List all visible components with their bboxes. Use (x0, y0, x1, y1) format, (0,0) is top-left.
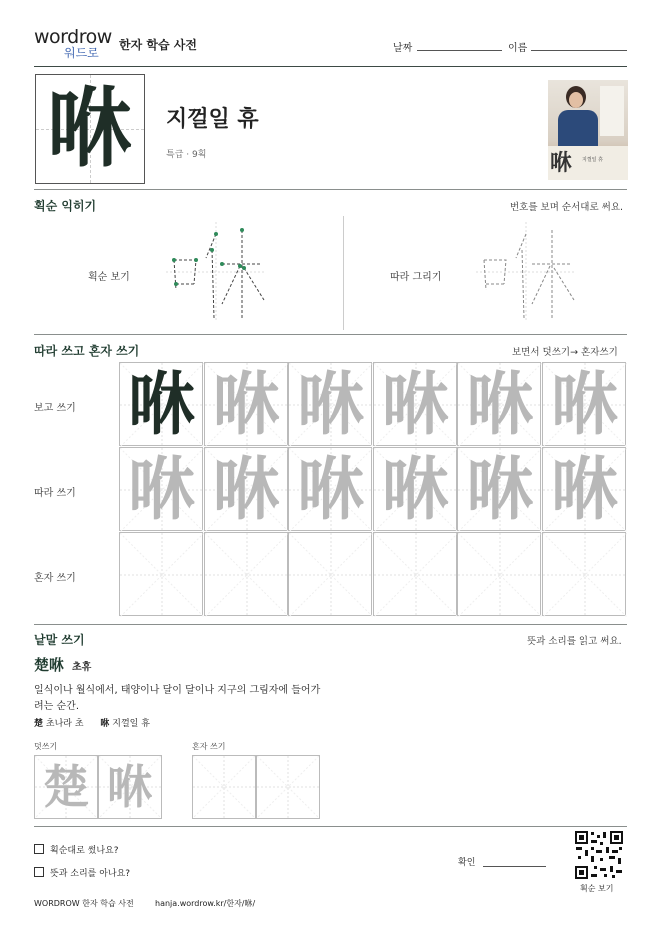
practice-cell[interactable] (373, 532, 457, 616)
divider-2 (34, 334, 627, 335)
confirm-label: 확인 (458, 858, 476, 868)
cell-guides (543, 533, 627, 617)
brand-logo-bottom: 워드로 (64, 46, 99, 60)
brand-logo[interactable] (34, 28, 114, 59)
qr-label: 획순 보기 (580, 884, 614, 893)
stroke-view-svg (166, 222, 266, 322)
header-divider (34, 66, 627, 67)
cell-guides (289, 533, 373, 617)
practice-cell[interactable] (373, 362, 457, 446)
practice-cell[interactable] (119, 362, 203, 446)
cell-guides (205, 533, 289, 617)
word-trace-cell[interactable] (98, 755, 162, 819)
stroke-view-label: 획순 보기 (88, 272, 130, 283)
cell-guides (120, 533, 204, 617)
word-trace-char: 楚 (43, 760, 89, 814)
hanja-thumbnail[interactable] (548, 80, 628, 180)
practice-cell-char: 咻 (466, 365, 535, 445)
practice-cell-char: 咻 (550, 365, 619, 445)
check-item-2[interactable] (34, 866, 130, 879)
practice-cell[interactable] (119, 447, 203, 531)
word-trace-cell[interactable] (34, 755, 98, 819)
practice-row-label-3: 혼자 쓰기 (34, 573, 76, 584)
practice-cell-char: 咻 (212, 450, 281, 530)
gloss-1-char: 楚 (34, 719, 44, 729)
practice-cell[interactable] (288, 532, 372, 616)
practice-cell[interactable] (204, 532, 288, 616)
practice-section-note: 보면서 덧쓰기→ 혼자쓰기 (512, 347, 618, 358)
hanja-meaning: 지껄일 휴 (166, 107, 259, 132)
gloss-2-char: 咻 (100, 719, 110, 729)
word-trace-label: 덧쓰기 (34, 742, 58, 751)
practice-cell[interactable] (204, 362, 288, 446)
practice-cell[interactable] (288, 447, 372, 531)
practice-cell-char: 咻 (212, 365, 281, 445)
practice-cell[interactable] (457, 532, 541, 616)
thumbnail-person-body (558, 110, 598, 146)
practice-cell[interactable] (373, 447, 457, 531)
divider-1 (34, 189, 627, 190)
name-label: 이름 (508, 43, 528, 54)
practice-cell-char: 咻 (466, 450, 535, 530)
practice-cell[interactable] (119, 532, 203, 616)
cell-guides (458, 533, 542, 617)
practice-cell-char: 咻 (381, 365, 450, 445)
practice-cell[interactable] (457, 362, 541, 446)
stroke-section-note: 번호를 보며 순서대로 써요. (510, 202, 624, 213)
practice-cell[interactable] (542, 362, 626, 446)
footer-brand: WORDROW 한자 학습 사전 (34, 899, 134, 908)
practice-cell[interactable] (542, 532, 626, 616)
practice-cell[interactable] (288, 362, 372, 446)
word-section-title: 낱말 쓰기 (34, 633, 85, 647)
word-gloss (34, 716, 150, 729)
date-line[interactable] (417, 50, 502, 51)
check-box-2[interactable] (34, 867, 44, 877)
check-box-1[interactable] (34, 844, 44, 854)
word-self-cell[interactable] (192, 755, 256, 819)
stroke-trace-figure[interactable] (476, 222, 576, 322)
practice-cell[interactable] (542, 447, 626, 531)
practice-cell[interactable] (457, 447, 541, 531)
header-title: 한자 학습 사전 (119, 38, 197, 52)
gloss-2-text: 지껄일 휴 (112, 719, 150, 729)
footer-url[interactable]: hanja.wordrow.kr/한자/咻/ (155, 899, 256, 908)
practice-cell-char: 咻 (297, 450, 366, 530)
practice-cell-char: 咻 (127, 365, 196, 445)
hanja-meta: 특급 · 9획 (166, 150, 207, 160)
practice-row-label-2: 따라 쓰기 (34, 488, 76, 499)
word-definition: 일식이나 월식에서, 태양이나 달이 달이나 지구의 그림자에 들어가려는 순간. (34, 685, 321, 712)
check-item-1-label: 획순대로 썼나요? (50, 846, 119, 856)
cell-guides (257, 756, 319, 818)
practice-cell-char: 咻 (381, 450, 450, 530)
cell-guides (193, 756, 255, 818)
word-reading: 초휴 (72, 662, 92, 673)
practice-cell-char: 咻 (297, 365, 366, 445)
gloss-1-text: 초나라 초 (45, 719, 84, 729)
qr-code-svg (574, 830, 624, 880)
thumbnail-window (600, 86, 624, 136)
stroke-view-figure (166, 222, 266, 322)
practice-cell[interactable] (204, 447, 288, 531)
word-hanja: 楚咻 (34, 656, 65, 674)
word-self-label: 혼자 쓰기 (192, 742, 226, 751)
stroke-divider-v (343, 216, 344, 330)
word-boxes[interactable] (34, 755, 324, 819)
practice-row-label-1: 보고 쓰기 (34, 403, 76, 414)
practice-cell-char: 咻 (127, 450, 196, 530)
divider-3 (34, 624, 627, 625)
thumbnail-person-face (569, 92, 583, 108)
cell-guides (374, 533, 458, 617)
divider-4 (34, 826, 627, 827)
practice-grid[interactable] (119, 362, 627, 618)
check-item-2-label: 뜻과 소리를 아나요? (50, 869, 131, 879)
confirm-line[interactable] (483, 866, 546, 867)
thumbnail-char: 咻 (550, 150, 573, 176)
word-self-cell[interactable] (256, 755, 320, 819)
hanja-box (35, 74, 145, 184)
brand-logo-top: wordrow (34, 26, 112, 48)
hanja-char: 咻 (47, 78, 133, 179)
name-line[interactable] (531, 50, 627, 51)
stroke-section-title: 획순 익히기 (34, 199, 97, 213)
stroke-trace-label: 따라 그리기 (390, 272, 442, 283)
date-label: 날짜 (393, 43, 413, 54)
check-item-1[interactable] (34, 843, 119, 856)
word-section-note: 뜻과 소리를 읽고 써요. (527, 636, 622, 647)
practice-section-title: 따라 쓰고 혼자 쓰기 (34, 344, 140, 358)
qr-code[interactable] (574, 830, 624, 880)
thumbnail-text: 지껄일 휴 (582, 157, 603, 163)
stroke-trace-svg (476, 222, 576, 322)
word-trace-char: 咻 (107, 760, 153, 814)
practice-cell-char: 咻 (550, 450, 619, 530)
